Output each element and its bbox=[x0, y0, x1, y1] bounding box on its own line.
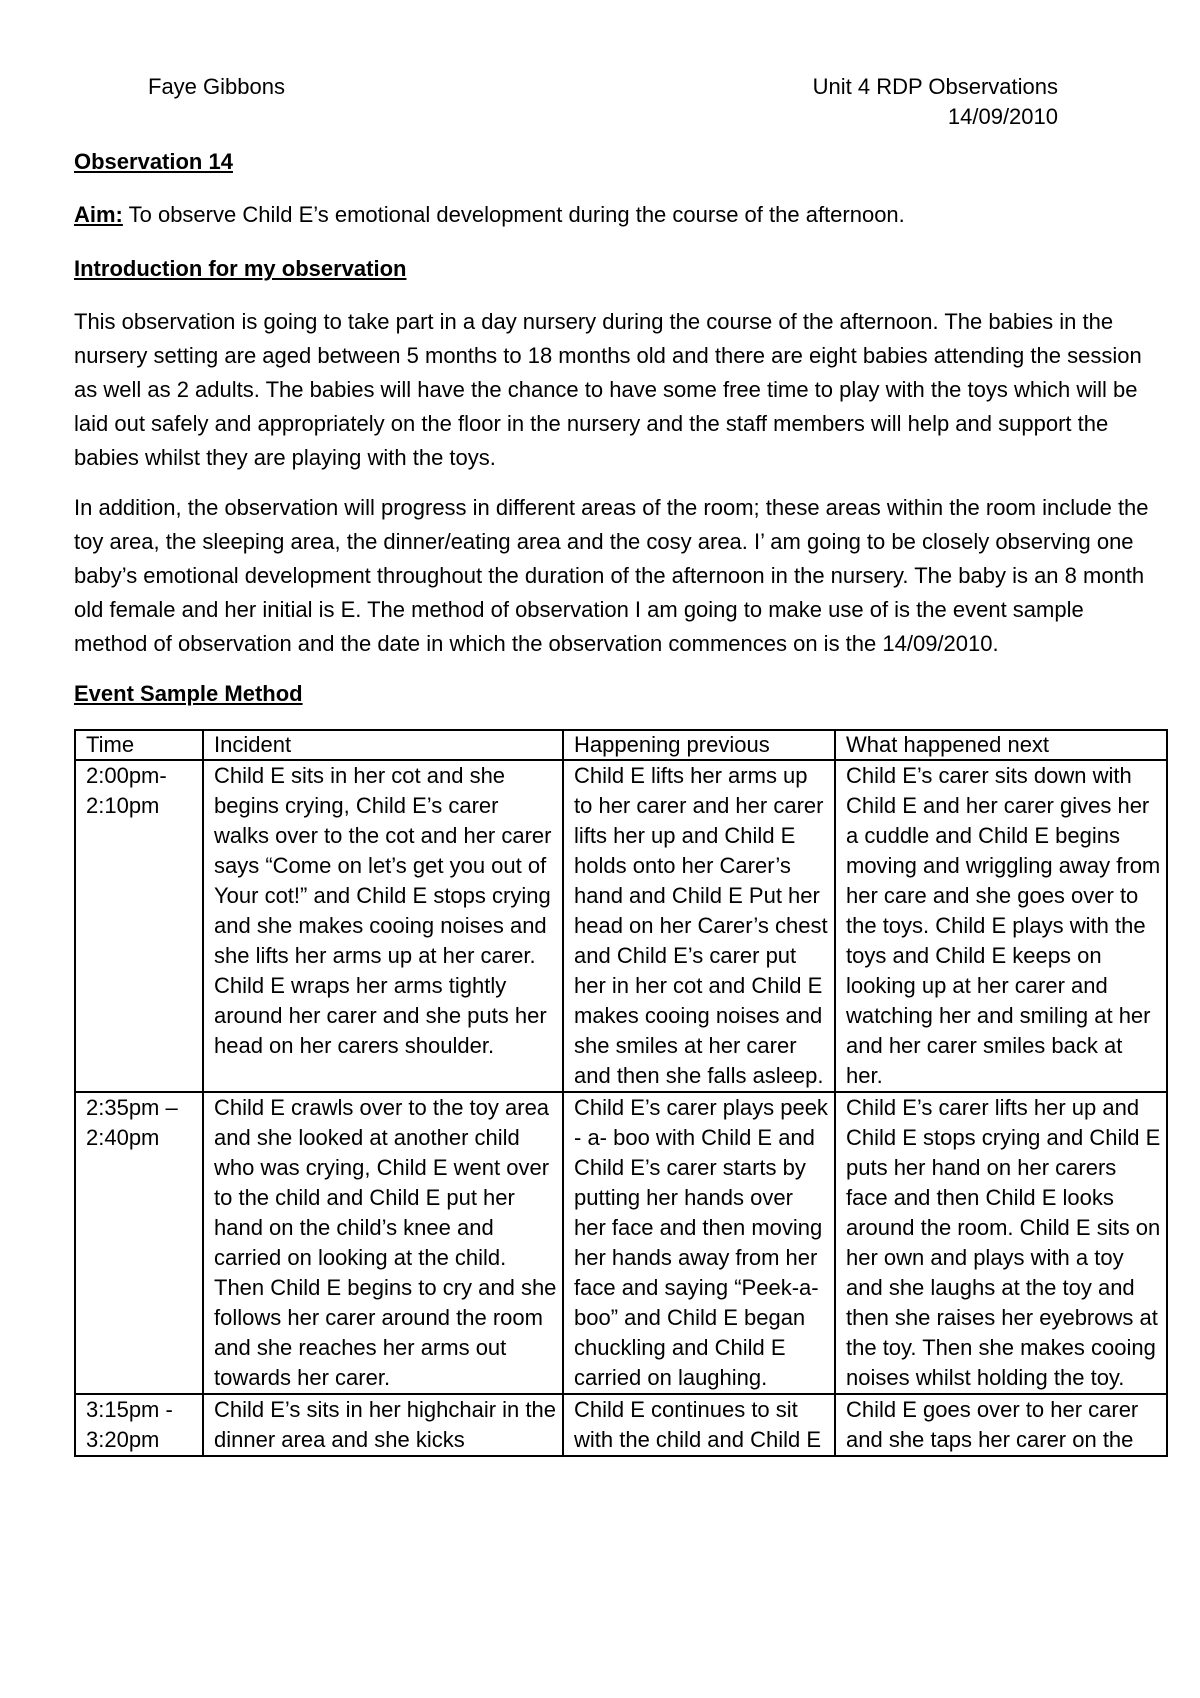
column-header-previous: Happening previous bbox=[563, 730, 835, 760]
time-cell: 2:00pm- 2:10pm bbox=[75, 760, 203, 1092]
document-body bbox=[74, 145, 1164, 1457]
time-cell: 3:15pm - 3:20pm bbox=[75, 1394, 203, 1456]
column-header-incident: Incident bbox=[203, 730, 563, 760]
previous-cell: Child E continues to sit with the child and Child E bbox=[563, 1394, 835, 1456]
incident-cell: Child E’s sits in her highchair in the dinner area and she kicks bbox=[203, 1394, 563, 1456]
previous-cell: Child E lifts her arms up to her carer and her carer lifts her up and Child E holds onto her Carer’s hand and Child E Put her head on her Carer’s chest and Child E’s carer put her in her cot and Child E makes cooing noises and she smiles at her carer and then she falls asleep. bbox=[563, 760, 835, 1092]
column-header-time: Time bbox=[75, 730, 203, 760]
method-heading: Event Sample Method bbox=[74, 681, 303, 706]
next-cell: Child E goes over to her carer and she taps her carer on the bbox=[835, 1394, 1167, 1456]
incident-cell: Child E sits in her cot and she begins crying, Child E’s carer walks over to the cot and her carer says “Come on let’s get you out of Your cot!” and Child E stops crying and she makes cooing noises and she lifts her arms up at her carer. Child E wraps her arms tightly around her carer and she puts her head on her carers shoulder. bbox=[203, 760, 563, 1092]
document-date: 14/09/2010 bbox=[947, 104, 1058, 129]
unit-title: Unit 4 RDP Observations bbox=[812, 74, 1058, 99]
aim-text: To observe Child E’s emotional development during the course of the afternoon. bbox=[122, 202, 905, 227]
header-right-block bbox=[813, 72, 1058, 132]
introduction-heading: Introduction for my observation bbox=[74, 256, 407, 281]
intro-paragraph-1: This observation is going to take part in a day nursery during the course of the afternoon. The babies in the nursery setting are aged between 5 months to 18 months old and there are eight babies attending the session as well as 2 adults. The babies will have the chance to have some free time to play with the toys which will be laid out safely and appropriately on the floor in the nursery and the staff members will help and support the babies whilst they are playing with the toys. bbox=[74, 309, 1142, 470]
table-row bbox=[75, 1092, 1167, 1394]
table-row bbox=[75, 1394, 1167, 1456]
event-sample-table bbox=[74, 729, 1168, 1457]
column-header-next: What happened next bbox=[835, 730, 1167, 760]
observation-title: Observation 14 bbox=[74, 149, 233, 174]
aim-label: Aim: bbox=[74, 202, 123, 227]
table-header-row bbox=[75, 730, 1167, 760]
next-cell: Child E’s carer lifts her up and Child E stops crying and Child E puts her hand on her carers face and then Child E looks around the room. Child E sits on her own and plays with a toy and she laughs at the toy and then she raises her eyebrows at the toy. Then she makes cooing noises whilst holding the toy. bbox=[835, 1092, 1167, 1394]
incident-cell: Child E crawls over to the toy area and she looked at another child who was crying, Child E went over to the child and Child E put her hand on the child’s knee and carried on looking at the child. Then Child E begins to cry and she follows her carer around the room and she reaches her arms out towards her carer. bbox=[203, 1092, 563, 1394]
table-row bbox=[75, 760, 1167, 1092]
author-name: Faye Gibbons bbox=[148, 74, 285, 99]
next-cell: Child E’s carer sits down with Child E and her carer gives her a cuddle and Child E begins moving and wriggling away from her care and she goes over to the toys. Child E plays with the toys and Child E keeps on looking up at her carer and watching her and smiling at her and her carer smiles back at her. bbox=[835, 760, 1167, 1092]
previous-cell: Child E’s carer plays peek - a- boo with Child E and Child E’s carer starts by putting her hands over her face and then moving her hands away from her face and saying “Peek-a-boo” and Child E began chuckling and Child E carried on laughing. bbox=[563, 1092, 835, 1394]
time-cell: 2:35pm – 2:40pm bbox=[75, 1092, 203, 1394]
aim-statement bbox=[74, 198, 1164, 232]
intro-paragraph-2: In addition, the observation will progress in different areas of the room; these areas within the room include the toy area, the sleeping area, the dinner/eating area and the cosy area. I’ am going to be closely observing one baby’s emotional development throughout the duration of the afternoon in the nursery. The baby is an 8 month old female and her initial is E. The method of observation I am going to make use of is the event sample method of observation and the date in which the observation commences on is the 14/09/2010. bbox=[74, 495, 1149, 656]
